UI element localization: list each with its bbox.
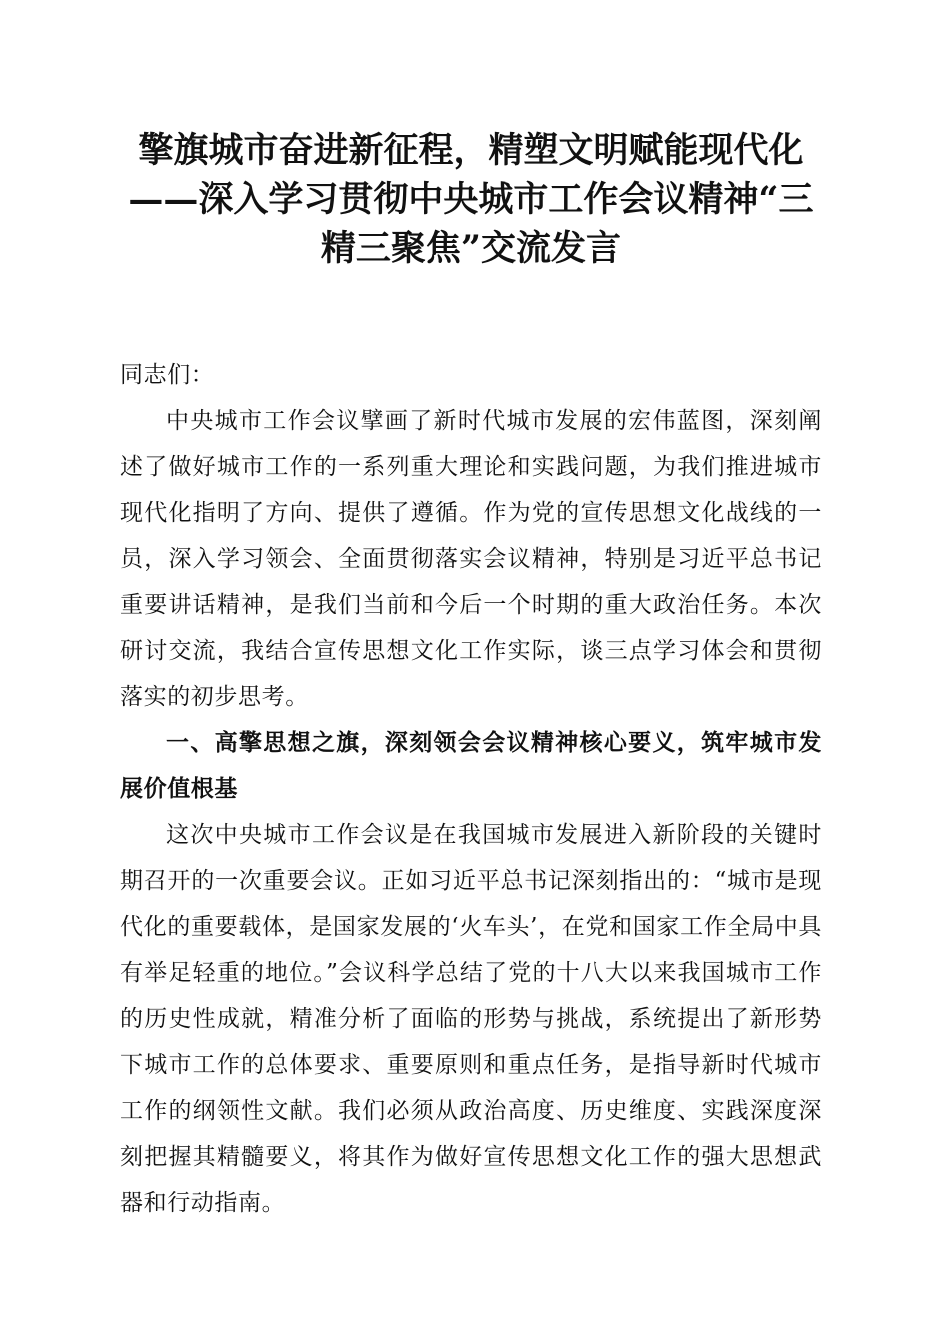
- title-line-2: ——深入学习贯彻中央城市工作会议精神“三: [128, 179, 814, 220]
- intro-paragraph: 中央城市工作会议擘画了新时代城市发展的宏伟蓝图，深刻阐述了做好城市工作的一系列重大理论和实践问题，为我们推进城市现代化指明了方向、提供了遵循。作为党的宣传思想文化战线的一员，深入学习领会、全面贯彻落实会议精神，特别是习近平总书记重要讲话精神，是我们当前和今后一个时期的重大政治任务。本次研讨交流，我结合宣传思想文化工作实际，谈三点学习体会和贯彻落实的初步思考。: [120, 408, 822, 710]
- section-heading-1: 一、高擎思想之旗，深刻领会会议精神核心要义，筑牢城市发展价值根基: [120, 730, 822, 802]
- title-line-1: 擎旗城市奋进新征程，精塑文明赋能现代化: [138, 130, 804, 171]
- section-1-paragraph: 这次中央城市工作会议是在我国城市发展进入新阶段的关键时期召开的一次重要会议。正如习近平总书记深刻指出的：“城市是现代化的重要载体，是国家发展的‘火车头’，在党和国家工作全局中具有举足轻重的地位。”会议科学总结了党的十八大以来我国城市工作的历史性成就，精准分析了面临的形势与挑战，系统提出了新形势下城市工作的总体要求、重要原则和重点任务，是指导新时代城市工作的纲领性文献。我们必须从政治高度、历史维度、实践深度深刻把握其精髓要义，将其作为做好宣传思想文化工作的强大思想武器和行动指南。: [120, 822, 822, 1216]
- document-title: [120, 126, 822, 273]
- document-page: [120, 126, 822, 1226]
- salutation: 同志们：: [120, 362, 215, 388]
- title-line-3: 精三聚焦”交流发言: [320, 228, 622, 269]
